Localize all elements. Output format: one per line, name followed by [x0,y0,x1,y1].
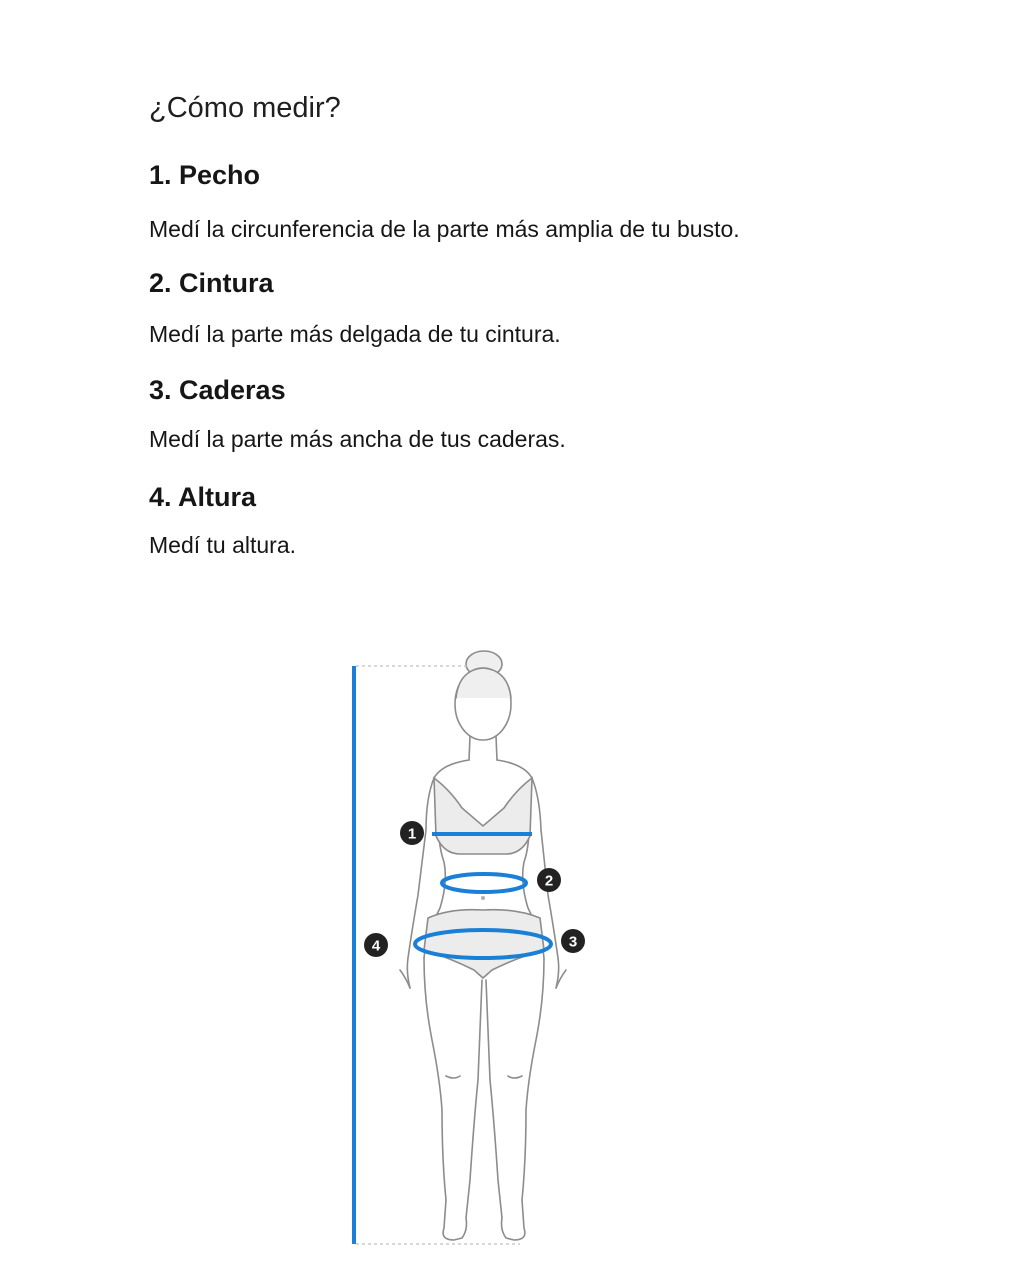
marker-hips [561,929,585,953]
page-title: ¿Cómo medir? [149,92,341,124]
body-measurement-illustration [320,640,620,1260]
section-heading-hips: 3. Caderas [149,375,286,405]
section-heading-chest: 1. Pecho [149,160,261,190]
marker-chest [400,821,424,845]
section-heading-height: 4. Altura [149,482,257,512]
marker-chest-label: 1 [407,825,417,843]
marker-hips-label: 3 [568,933,578,951]
body-figure-icon [320,640,620,1260]
section-description-hips: Medí la parte más ancha de tus caderas. [149,426,566,452]
marker-waist [537,868,561,892]
section-heading-waist: 2. Cintura [149,268,274,298]
section-description-height: Medí tu altura. [149,532,297,558]
marker-waist-label: 2 [544,872,554,890]
marker-height-label: 4 [371,937,381,955]
section-description-chest: Medí la circunferencia de la parte más amplia de tu busto. [149,216,740,242]
section-description-waist: Medí la parte más delgada de tu cintura. [149,321,561,347]
marker-height [364,933,388,957]
